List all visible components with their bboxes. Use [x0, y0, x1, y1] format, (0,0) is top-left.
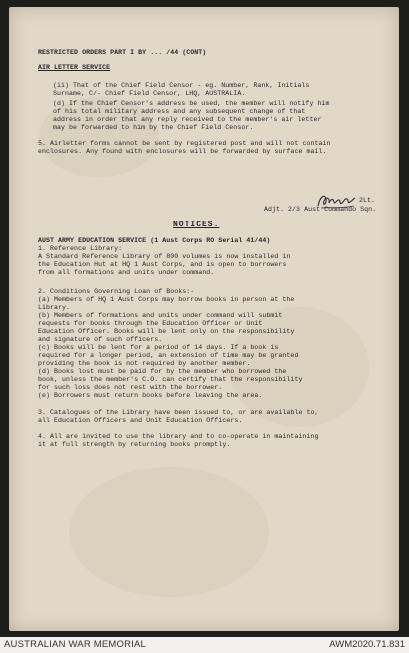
notice-title: AUST ARMY EDUCATION SERVICE (1 Aust Corps RO Serial 41/44)	[38, 237, 271, 244]
text-line: the Education Hut at HQ 1 Aust Corps, and is open to borrowers	[38, 261, 287, 268]
text-line: (c) Books will be lent for a period of 14 days. If a book is	[38, 344, 279, 351]
text-line: providing the book is not required by another member.	[38, 360, 251, 367]
text-line: (e) Borrowers must return books before leaving the area.	[38, 392, 263, 399]
archive-reference: AWM2020.71.831	[329, 639, 405, 650]
text-line: 3. Catalogues of the Library have been issued to, or are available to,	[38, 409, 319, 416]
text-line: of his total military address and any subsequent change of that	[53, 108, 306, 115]
text-line: 2. Conditions Governing Loan of Books:-	[38, 288, 195, 295]
text-line: all Education Officers and Unit Education Officers.	[38, 417, 243, 424]
text-line: for such loss does not rest with the borrower.	[38, 384, 223, 391]
text-line: 4. All are invited to use the library and to co-operate in maintaining	[38, 433, 319, 440]
text-line: A Standard Reference Library of 800 volumes is now installed in	[38, 253, 291, 260]
signature-title: Adjt. 2/3 Aust Commando Sqn.	[264, 206, 377, 213]
text-line: book, unless the member's C.O. can certify that the responsibility	[38, 376, 303, 383]
text-line: enclosures. Any found with enclosures will be forwarded by surface mail.	[38, 148, 327, 155]
text-line: it at full strength by returning books promptly.	[38, 441, 231, 448]
text-line: from all formations and units under command.	[38, 269, 215, 276]
text-line: (d) If the Chief Censor's address be used, the member will notify him	[53, 100, 330, 107]
text-line: required for a longer period, an extension of time may be granted	[38, 352, 299, 359]
header-reference: RESTRICTED ORDERS PART I BY ... /44 (CONT)	[38, 49, 207, 56]
text-line: Surname, C/- Chief Field Censor, LHQ, AUSTRALIA.	[53, 90, 246, 97]
archive-footer	[0, 637, 409, 653]
archive-name: AUSTRALIAN WAR MEMORIAL	[4, 639, 147, 650]
signature-rank: 2Lt.	[359, 197, 376, 204]
text-line: 1. Reference Library:	[38, 245, 123, 252]
text-line: (b) Members of formations and units under command will submit	[38, 312, 283, 319]
text-line: Education Officer. Books will be lent only on the responsibility	[38, 328, 295, 335]
text-line: may be forwarded to him by the Chief Field Censor.	[53, 124, 254, 131]
text-line: (ii) That of the Chief Field Censor - eg. Number, Rank, Initials	[53, 82, 310, 89]
text-line: (a) Members of HQ 1 Aust Corps may borrow books in person at the	[38, 296, 295, 303]
notices-heading: NOTICES.	[173, 221, 220, 229]
text-line: requests for books through the Education Officer or Unit	[38, 320, 263, 327]
text-line: 5. Airletter forms cannot be sent by registered post and will not contain	[38, 140, 331, 147]
text-line: (d) Books lost must be paid for by the member who borrowed the	[38, 368, 287, 375]
section-title: AIR LETTER SERVICE	[38, 64, 111, 71]
text-line: address in order that any reply received to the member's air letter	[53, 116, 322, 123]
document-page	[9, 7, 399, 631]
text-line: and signature of such officers.	[38, 336, 163, 343]
text-line: Library.	[38, 304, 71, 311]
